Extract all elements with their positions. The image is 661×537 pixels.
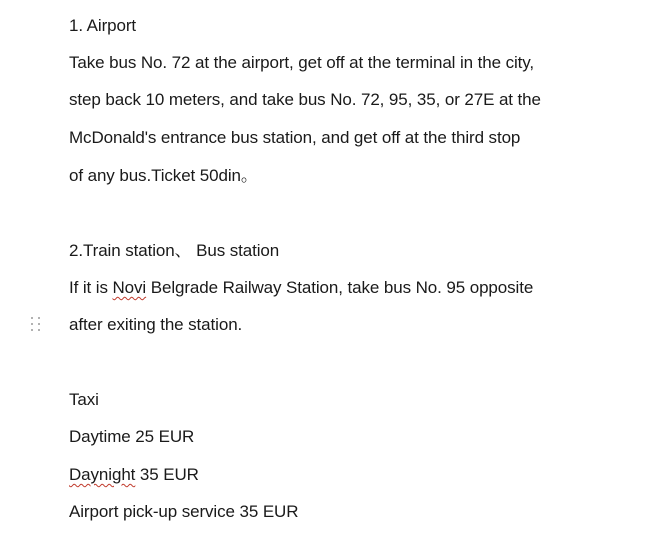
taxi-daynight-price [69,464,199,486]
taxi-daytime-price: Daytime 25 EUR [69,427,195,446]
train-station-heading: 2.Train station、 Bus station [69,241,280,260]
taxi-heading: Taxi [69,390,99,409]
taxi-daynight-amount: 35 EUR [135,465,199,484]
drag-dot [38,317,40,319]
drag-dot [38,323,40,325]
airport-heading: 1. Airport [69,16,137,35]
drag-dot [31,323,33,325]
airport-paragraph-line-1: Take bus No. 72 at the airport, get off at the terminal in the city, [69,53,535,72]
airport-paragraph-line-2: step back 10 meters, and take bus No. 72, 95, 35, or 27E at the [69,90,541,109]
spellcheck-word-daynight[interactable]: Daynight [69,465,136,484]
train-paragraph-line-1 [69,277,533,299]
spellcheck-word-novi[interactable]: Novi [112,278,147,297]
drag-handle-icon[interactable] [30,316,42,332]
drag-dot [31,329,33,331]
drag-dot [38,329,40,331]
airport-pickup-price: Airport pick-up service 35 EUR [69,502,299,521]
drag-dot [31,317,33,319]
airport-paragraph-line-3: McDonald's entrance bus station, and get off at the third stop [69,128,521,147]
airport-paragraph-line-4: of any bus.Ticket 50din。 [69,166,258,185]
train-line1-prefix: If it is [69,278,113,297]
train-line1-suffix: Belgrade Railway Station, take bus No. 95 opposite [146,278,534,297]
train-paragraph-line-2: after exiting the station. [69,315,243,334]
